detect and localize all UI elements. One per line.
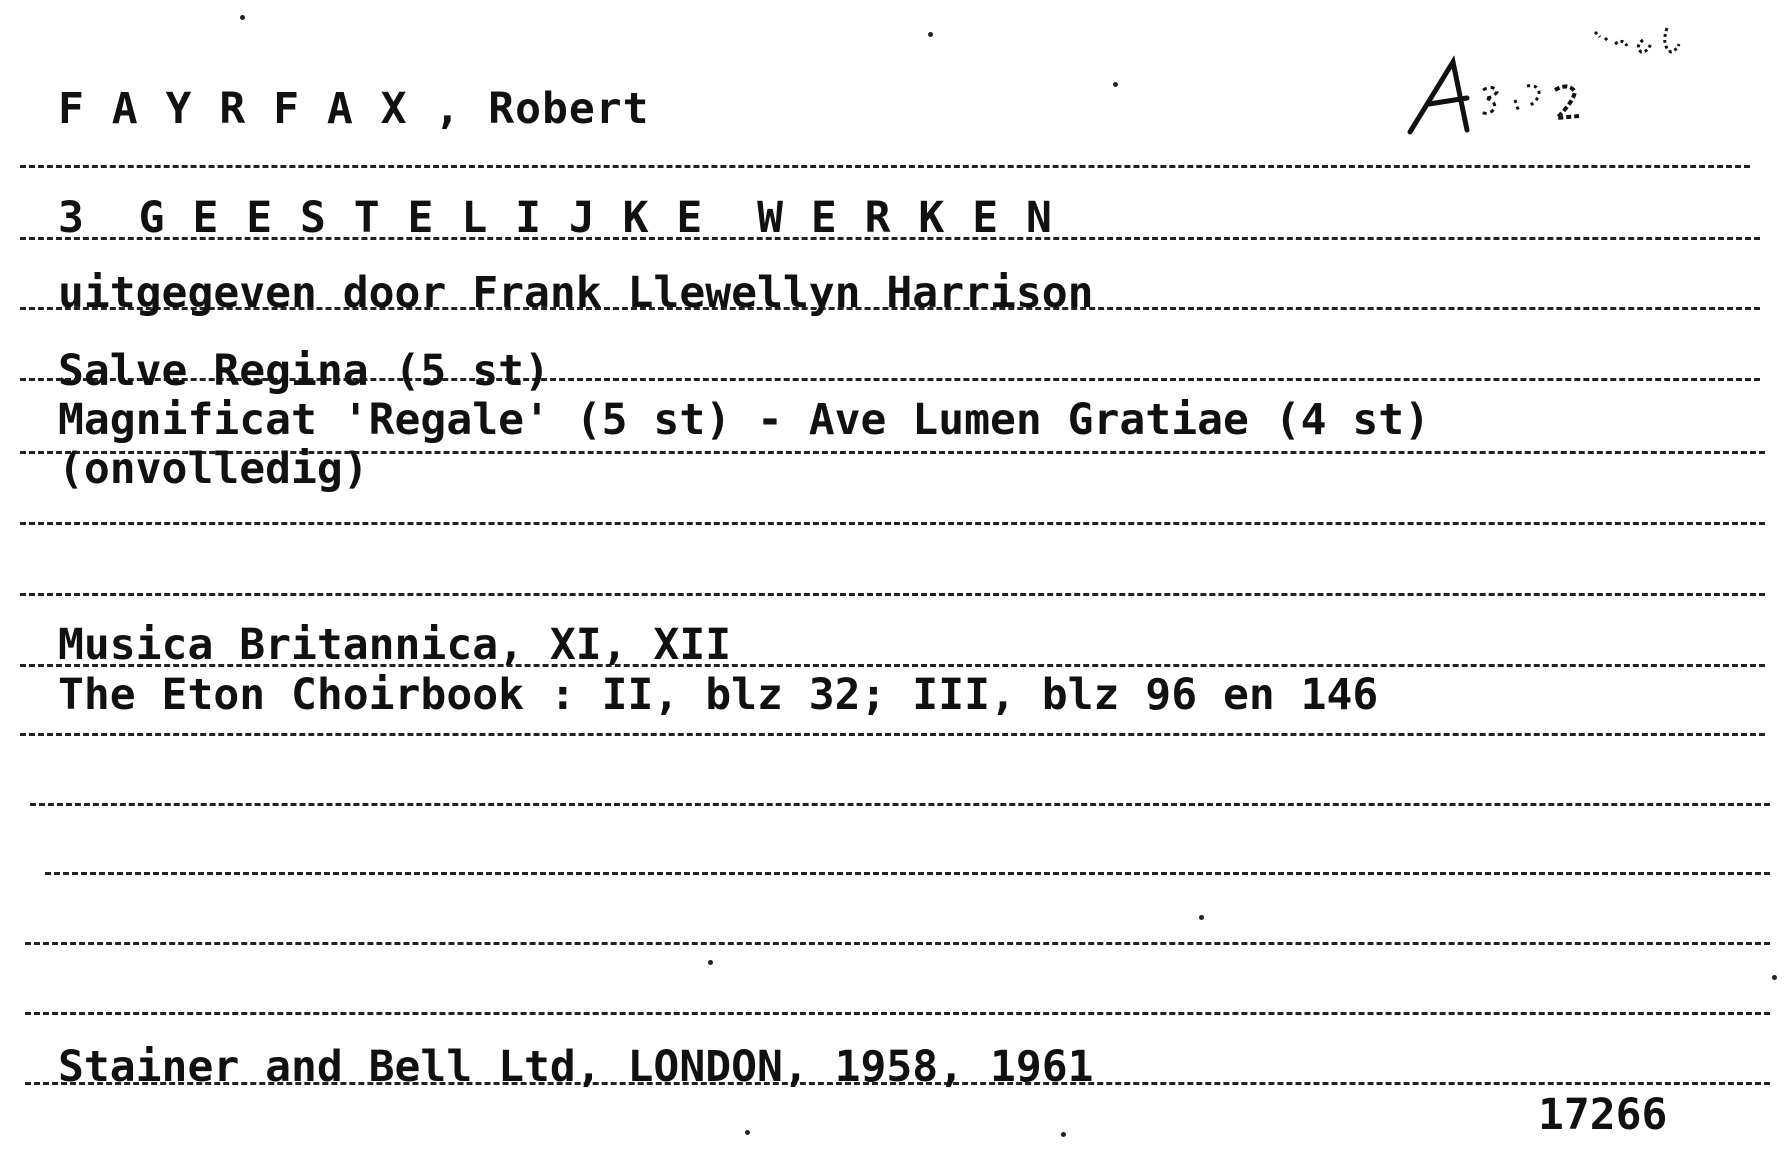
catalog-number: 17266	[1538, 1090, 1668, 1140]
ruled-line	[25, 942, 1770, 945]
speck	[1772, 975, 1777, 980]
speck	[928, 32, 933, 37]
ruled-line	[25, 1012, 1770, 1015]
speck	[1199, 915, 1204, 920]
speck	[240, 15, 245, 20]
source-line: The Eton Choirbook : II, blz 32; III, blz 96 en 146	[58, 670, 1379, 720]
publisher-line: Stainer and Bell Ltd, LONDON, 1958, 1961	[58, 1042, 1094, 1092]
work-line: Salve Regina (5 st)	[58, 346, 550, 396]
author-heading: F A Y R F A X , Robert	[58, 84, 650, 134]
speck	[708, 960, 713, 965]
ruled-line	[20, 165, 1750, 168]
speck	[745, 1130, 750, 1135]
speck	[1061, 1132, 1066, 1137]
ruled-line	[20, 733, 1765, 736]
ruled-line	[20, 522, 1765, 525]
work-line: (onvolledig)	[58, 444, 369, 494]
handwritten-call-number	[1405, 20, 1745, 145]
ruled-line	[45, 872, 1770, 875]
ruled-line	[20, 593, 1765, 596]
ruled-line	[30, 803, 1770, 806]
source-line: Musica Britannica, XI, XII	[58, 620, 732, 670]
speck	[1113, 82, 1118, 87]
title-heading: 3 G E E S T E L I J K E W E R K E N	[58, 193, 1053, 243]
work-line: Magnificat 'Regale' (5 st) - Ave Lumen Gratiae (4 st)	[58, 395, 1431, 445]
editor-line: uitgegeven door Frank Llewellyn Harrison	[58, 268, 1094, 318]
